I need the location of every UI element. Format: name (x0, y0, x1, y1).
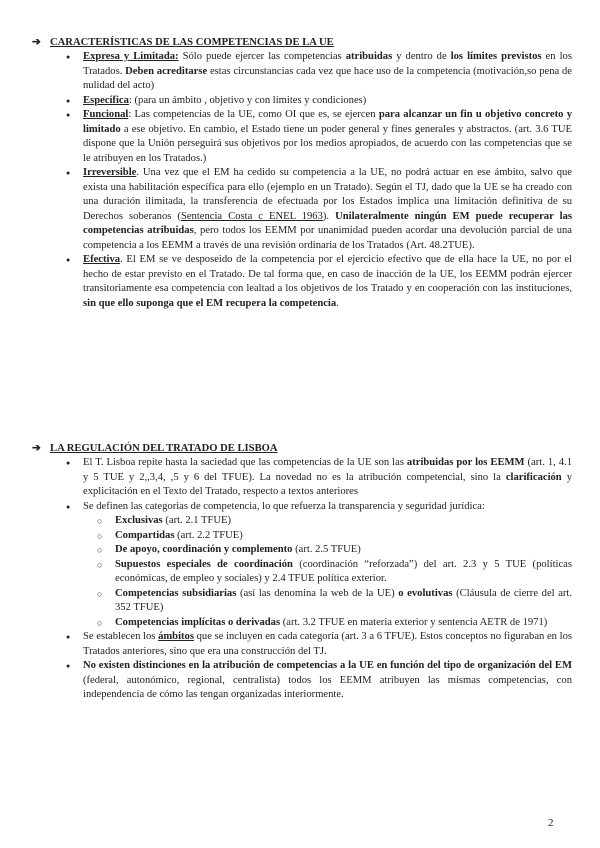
text-run: o evolutivas (398, 587, 453, 599)
sublist-item (75, 558, 572, 587)
text-run: (federal, autonómico, regional, centralista) todos los EEMM atribuyen las mismas competencias, con independencia de cómo las tengan organizadas interiormente. (83, 674, 572, 700)
text-run: estas circunstancias cada vez que hace uso de la competencia (motivación,so pena de nulidad del acto) (83, 65, 572, 91)
categories-sublist (83, 514, 572, 630)
text-run: Expresa y Limitada: (83, 51, 179, 62)
arrow-icon: ➔ (32, 443, 41, 454)
sublist-item (75, 514, 572, 529)
text-run: Sentencia Costa c ENEL 1963 (180, 210, 323, 222)
list-item (32, 456, 572, 500)
list-item (32, 630, 572, 659)
section-title: LA REGULACIÓN DEL TRATADO DE LISBOA (50, 443, 278, 454)
text-run: Compartidas (115, 529, 175, 541)
list-item (32, 253, 572, 311)
text-run: De apoyo, coordinación y complemento (115, 544, 293, 555)
text-run: Se establecen los (83, 631, 159, 642)
text-run: para alcanzar un fin u objetivo concreto y limitado (83, 109, 572, 135)
text-run: (así las denomina la web de la UE) (236, 587, 399, 599)
text-run: (art. 3.2 TFUE en materia exterior y sentencia AETR de 1971) (280, 616, 548, 628)
text-run: (art. 2.5 TFUE) (292, 544, 361, 555)
text-run: . Una vez que el EM ha cedido su competencia a la UE, no podrá actuar en ese ámbito, salvo que exista una habilitación específica para ello (ejemplo en un Tratado). Según el TJ, dado que la UE se ha creado con una duración ilimitada, la transferencia de efectuada por los Estados implica una limitación definitiva de su Derechos soberanos ( (83, 167, 572, 222)
list-item (32, 94, 572, 109)
sublist-item (75, 529, 572, 544)
arrow-icon: ➔ (32, 37, 41, 48)
text-run: (art. 2.1 TFUE) (162, 515, 232, 526)
text-run: ). (322, 210, 336, 222)
section-regulacion-lisboa (32, 442, 572, 703)
text-run: y dentro de (392, 51, 451, 62)
text-run: Se definen las categorias de competencia, lo que refuerza la transparencia y seguridad jurídica: (83, 500, 485, 512)
characteristics-list (32, 50, 572, 311)
text-run: (art. 2.2 TFUE) (174, 529, 243, 541)
list-item (32, 659, 572, 703)
section-title: CARACTERÍSTICAS DE LAS COMPETENCIAS DE LA UE (50, 37, 334, 48)
text-run: (Cláusula de cierre del art. 352 TFUE) (115, 587, 573, 613)
sublist-item (75, 543, 572, 558)
text-run: : Las competencias de la UE, como OI que es, se ejercen (128, 109, 379, 120)
text-run: los límites previstos (450, 51, 542, 62)
section-heading (32, 36, 572, 50)
text-run: a ese objetivo. En cambio, el Estado tiene un poder general y fines generales y abstractos. (art. 3.6 TUE dispone que la Unión perseguirá sus objetivos por los medios apropiados, de acuerdo con las competencias que se le atribuyen en los Tratados.) (83, 123, 572, 164)
text-run: No existen distinciones en la atribución de competencias a la UE en función del tipo de organización del EM (83, 660, 572, 671)
text-run: Competencias implícitas o derivadas (115, 616, 281, 628)
text-run: Supuestos especiales de coordinación (115, 558, 293, 570)
text-run: Exclusivas (115, 515, 163, 526)
section-heading (32, 442, 572, 456)
text-run: atribuidas por los EEMM (406, 457, 525, 468)
text-run: que se incluyen en cada categoría (art. 3 a 6 TFUE). Estos conceptos no figuraban en los Tratados anteriores, sino que era una construcción del TJ. (83, 631, 572, 657)
sublist-item (75, 616, 572, 631)
text-run: (coordinación “reforzada”) del art. 2.3 y 5 TUE (políticas económicas, de empleo y sociales) y 2.4 TFUE política exterior. (115, 558, 572, 584)
text-run: sin que ello suponga que el EM recupera la competencia (83, 297, 337, 309)
text-run: Competencias subsidiarias (115, 587, 237, 599)
text-run: Funcional (83, 109, 129, 120)
text-run: , pero todos los EEMM por unanimidad pueden acordar una devolución parcial de una competencia a los EEMM a través de una revisión ordinaria de los Tratados (Art. 48.2TUE). (83, 225, 573, 251)
text-run: El T. Lisboa repite hasta la saciedad que las competencias de la UE son las (83, 457, 407, 468)
text-run: Deben acreditarse (125, 65, 208, 77)
list-item (32, 166, 572, 253)
text-run: ámbitos (158, 631, 194, 642)
text-run: clarificación (505, 471, 562, 483)
text-run: y explicitación en el Texto del Tratado, respecto a textos anteriores (83, 471, 572, 497)
list-item (32, 50, 572, 94)
list-item-text (83, 501, 485, 512)
sublist-item (75, 587, 572, 616)
text-run: atribuidas (345, 51, 393, 62)
text-run: Específica (83, 94, 129, 106)
page-number: 2 (548, 817, 554, 829)
text-run: Efectiva (83, 254, 121, 265)
list-item (32, 108, 572, 166)
list-item (32, 500, 572, 631)
text-run: Sólo puede ejercer las competencias (178, 51, 346, 62)
text-run: . El EM se ve desposeido de la competencia por el ejercicio efectivo que de ella hace la UE, no por el hecho de estar previsto en el Tratado. De tal forma que, en caso de inacción de la UE, los EEMM podrán ejercer transitoriamente esa competencia con lealtad a los objetivos de los Tratado y en cooperación con las instituciones, (83, 254, 572, 294)
text-run: (art. 1, 4.1 y 5 TUE y 2,,3,4, ,5 y 6 del TFUE). La novedad no es la atribución competencial, sino la (83, 457, 572, 483)
section-caracteristicas (32, 36, 572, 311)
text-run: : (para un ámbito , objetivo y con límites y condiciones) (128, 94, 367, 106)
text-run: . (336, 297, 339, 309)
lisboa-list (32, 456, 572, 703)
text-run: en los Tratados. (83, 51, 572, 77)
text-run: Unilateralmente ningún EM puede recuperar las competencias atribuidas (83, 210, 572, 236)
text-run: Irreversible (83, 167, 137, 178)
